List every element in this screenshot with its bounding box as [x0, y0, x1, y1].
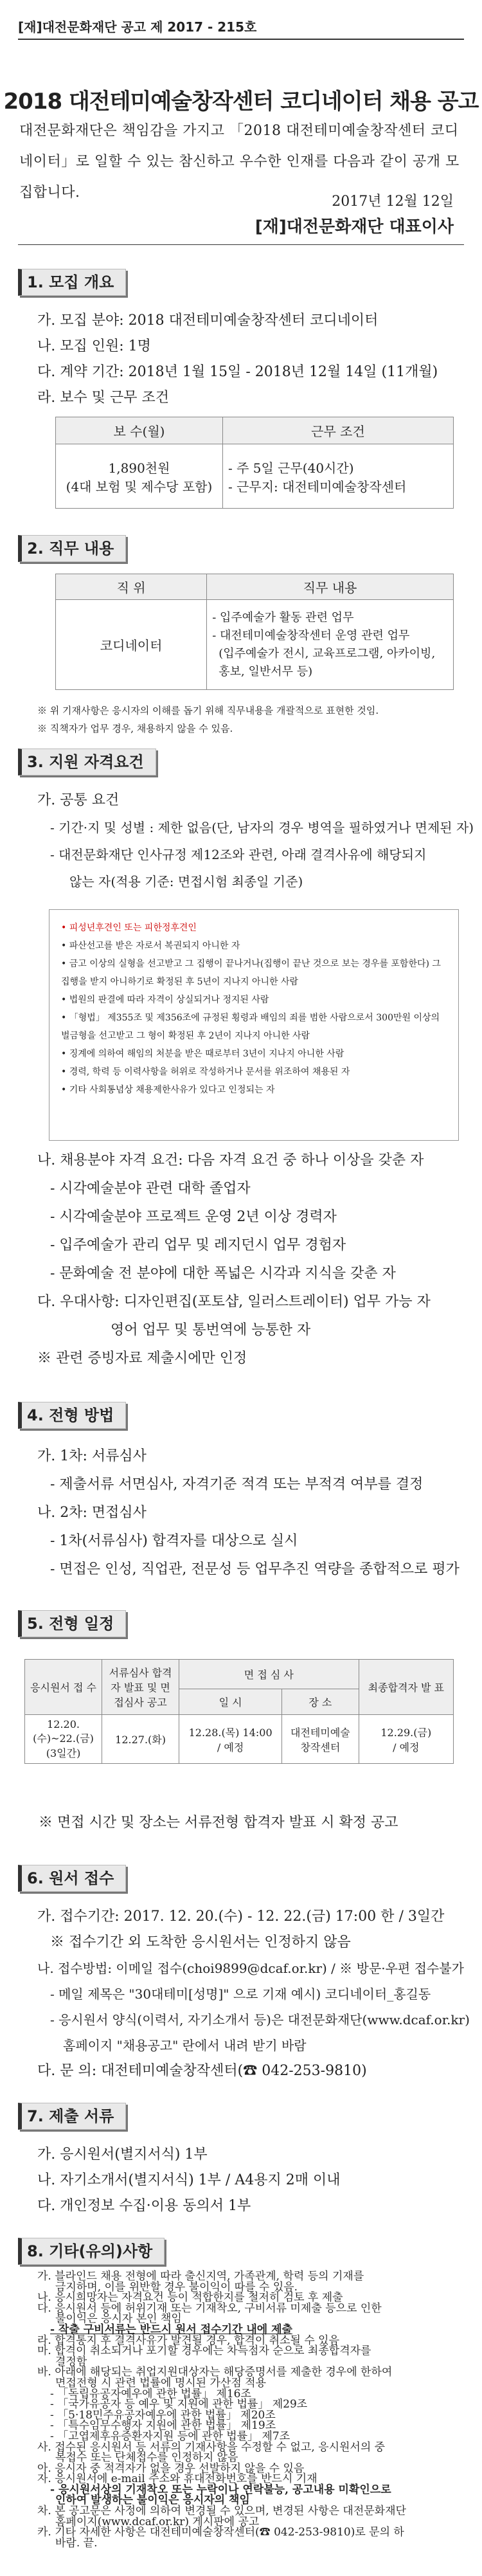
s4-item-b: 나. 2차: 면접심사: [37, 1505, 147, 1521]
pay-table: [55, 417, 454, 509]
sched-v4b: 창작센터: [300, 1741, 341, 1754]
disq-4: • 법원의 판결에 따라 자격이 상실되거나 정지된 사람: [61, 995, 269, 1005]
s5-note: ※ 면접 시간 및 장소는 서류전형 합격자 발표 시 확정 공고: [39, 1815, 398, 1831]
s6-b2: - 응시원서 양식(이력서, 자기소개서 등)은 대전문화재단(www.dcaf.or.kr): [50, 2012, 470, 2027]
sched-h3b: 장 소: [282, 1689, 359, 1715]
s8-line: 아. 응시자 중 적격자가 없을 경우 선발하지 않을 수 있음: [37, 2462, 305, 2475]
disq-7: • 경력, 학력 등 이력사항을 허위로 작성하거나 문서를 위조하여 채용된 자: [61, 1067, 350, 1077]
s8-line: - 「독립유공자예우에 관한 법률」 제16조: [50, 2387, 251, 2400]
s8-line: 가. 블라인드 채용 전형에 따라 출신지역, 가족관계, 학력 등의 기재를: [37, 2270, 364, 2283]
sched-h3: 면 접 심 사: [179, 1660, 359, 1689]
s8-line: 금지하며, 이를 위반할 경우 불이익이 따를 수 있음.: [55, 2280, 298, 2294]
s3-a3: 않는 자(적용 기준: 면접시험 최종일 기준): [69, 874, 303, 889]
s3-item-b: 나. 채용분야 자격 요건: 다음 자격 요건 중 하나 이상을 갖춘 자: [37, 1152, 424, 1168]
s4-b2: - 면접은 인성, 직업관, 전문성 등 업무추진 역량을 종합적으로 평가: [50, 1561, 460, 1577]
s6-a1: ※ 접수기간 외 도착한 응시원서는 인정하지 않음: [50, 1934, 351, 1950]
s6-item-a: 가. 접수기간: 2017. 12. 20.(수) - 12. 22.(금) 17:00 한 / 3일간: [37, 1909, 445, 1925]
s8-line: - 「고엽제후유증환자지원 등에 관한 법률」 제7조: [50, 2429, 290, 2443]
sched-v3a: 12.28.(목) 14:00: [188, 1726, 272, 1739]
s6-item-b: 나. 접수방법: 이메일 접수(choi9899@dcaf.or.kr) / ※ 방문·우편 접수불가: [37, 1961, 464, 1976]
s8-line: - 응시원서상의 기재착오 또는 누락이나 연락불능, 공고내용 미확인으로: [50, 2483, 391, 2496]
s3-c2: 영어 업무 및 통번역에 능통한 자: [111, 1322, 311, 1338]
s3-item-a: 가. 공통 요건: [37, 792, 120, 808]
sched-v5b: / 예정: [393, 1741, 420, 1754]
cond-2: - 근무지: 대전테미예술창작센터: [228, 478, 407, 494]
s7-item-c: 다. 개인정보 수집·이용 동의서 1부: [37, 2198, 251, 2214]
s6-b3: 홈페이지 "채용공고" 란에서 내려 받기 바람: [63, 2038, 307, 2053]
s3-a2: - 대전문화재단 인사규정 제12조와 관련, 아래 결격사유에 해당되지: [50, 847, 427, 862]
duty-4: 홍보, 일반서무 등): [219, 664, 313, 678]
s8-line: - 「5·18민주유공자예우에 관한 법률」 제20조: [50, 2408, 276, 2422]
sched-v2: 12.27.(화): [102, 1715, 179, 1764]
s8-line: - 작출 구비서류는 반드시 원서 접수기간 내에 제출: [50, 2323, 292, 2336]
organization-name: [재]대전문화재단 대표이사: [254, 217, 454, 237]
s8-line: 라. 합격통지 후 결격사유가 발견될 경우, 합격이 취소될 수 있음: [37, 2334, 339, 2347]
divider: [18, 244, 464, 245]
s8-line: 나. 응시희망자는 자격요건 등이 적합한지를 철저히 검토 후 제출: [37, 2291, 343, 2305]
duty-2: - 대전테미예술창작센터 운영 관련 업무: [212, 628, 410, 642]
sched-h2: 서류심사 합격자 발표 및 면접심사 공고: [102, 1660, 179, 1715]
intro-text: 대전문화재단은 책임감을 가지고 「2018 대전테미예술창작센터 코디네이터」로 일할 수 있는 참신하고 우수한 인재를 다음과 같이 공개 모집합니다.: [19, 123, 460, 201]
sched-v1b: (3일간): [46, 1747, 81, 1759]
s8-line: - 「특수임무수행자 지원에 관한 법률」 제19조: [50, 2419, 276, 2433]
disq-3: • 금고 이상의 실형을 선고받고 그 집행이 끝나거나(집행이 끝난 것으로 보는 경우를 포함한다) 그 집행을 받지 아니하기로 확정된 후 5년이 지나지 아니한 사람: [61, 959, 441, 987]
section-7-title: 7. 제출 서류: [18, 2103, 126, 2130]
s4-b1: - 1차(서류심사) 합격자를 대상으로 실시: [50, 1533, 298, 1549]
s8-line: 바람. 끝.: [55, 2536, 98, 2550]
disq-1: • 피성년후견인 또는 피한정후견인: [61, 923, 197, 933]
s8-line: 바. 아래에 해당되는 취업지원대상자는 해당증명서를 제출한 경우에 한하여: [37, 2366, 393, 2379]
section-8-title: 8. 기타(유의)사항: [18, 2238, 165, 2265]
s8-line: 마. 합격이 취소되거나 포기할 경우에는 차득점자 순으로 최종합격자를: [37, 2345, 371, 2358]
duty-table: [55, 574, 454, 690]
section-1-title: 1. 모집 개요: [18, 269, 126, 296]
s3-note: ※ 관련 증빙자료 제출시에만 인정: [37, 1350, 247, 1366]
s7-item-a: 가. 응시원서(별지서식) 1부: [37, 2146, 208, 2163]
role-value: 코디네이터: [56, 600, 207, 690]
s8-list: [37, 2271, 463, 2548]
notice-number: [재]대전문화재단 공고 제 2017 - 215호: [18, 19, 257, 35]
pay-header: 보 수(월): [56, 417, 223, 444]
s3-b3: - 입주예술가 관리 업무 및 레지던시 업무 경험자: [50, 1237, 346, 1253]
s4-a1: - 제출서류 서면심사, 자격기준 적격 또는 부적격 여부를 결정: [50, 1476, 424, 1492]
duty-3: (입주예술가 전시, 교육프로그램, 아카이빙,: [219, 646, 436, 660]
schedule-table: [24, 1659, 454, 1764]
role-header: 직 위: [56, 574, 207, 600]
pay-value: 1,890천원: [108, 460, 170, 476]
section-6-title: 6. 원서 접수: [18, 1865, 126, 1892]
duty-header: 직무 내용: [207, 574, 454, 600]
s8-line: 사. 접수된 응시원서 등 서류의 기재사항을 수정할 수 없고, 응시원서의 중: [37, 2440, 386, 2454]
s4-item-a: 가. 1차: 서류심사: [37, 1448, 147, 1464]
disq-6: • 징계에 의하여 해임의 처분을 받은 때로부터 3년이 지나지 아니한 사람: [61, 1049, 344, 1059]
s8-line: - 「국가유공자 등 예우 및 지원에 관한 법률」 제29조: [50, 2398, 308, 2411]
s3-b1: - 시각예술분야 관련 대학 졸업자: [50, 1181, 251, 1197]
disq-2: • 파산선고를 받은 자로서 복권되지 아니한 자: [61, 941, 240, 951]
s1-item-b: 나. 모집 인원: 1명: [37, 338, 151, 354]
sched-v5a: 12.29.(금): [380, 1726, 432, 1739]
sched-v4a: 대전테미예술: [290, 1726, 350, 1739]
s3-a1: - 기간·지 및 성별 : 제한 없음(단, 남자의 경우 병역을 필하였거나 면제된 자): [50, 820, 474, 835]
s8-line: 차. 본 공고문은 사정에 의하여 변경될 수 있으며, 변경된 사항은 대전문화재단: [37, 2505, 406, 2518]
cond-1: - 주 5일 근무(40시간): [228, 460, 354, 476]
s8-line: 불이익은 응시자 본인 책임: [55, 2312, 182, 2326]
s8-line: 카. 기타 자세한 사항은 대전테미예술창작센터(☎ 042-253-9810)로 문의 하: [37, 2526, 404, 2539]
s8-line: 다. 응시원서 등에 허위기재 또는 기재착오, 구비서류 미제출 등으로 인한: [37, 2301, 382, 2315]
s3-b2: - 시각예술분야 프로젝트 운영 2년 이상 경력자: [50, 1209, 337, 1225]
section-5-title: 5. 전형 일정: [18, 1610, 126, 1637]
pay-note: (4대 보험 및 제수당 포함): [66, 478, 213, 494]
section-3-title: 3. 지원 자격요건: [18, 748, 156, 776]
header-rule: [18, 39, 464, 40]
s6-item-c: 다. 문 의: 대전테미예술창작센터(☎ 042-253-9810): [37, 2063, 367, 2079]
s8-line: 인하여 발생하는 불이익은 응시자의 책임: [55, 2494, 250, 2507]
notice-date: 2017년 12월 12일: [332, 194, 454, 210]
s1-item-d: 라. 보수 및 근무 조건: [37, 390, 169, 406]
sched-v3b: / 예정: [217, 1741, 244, 1754]
s3-b4: - 문화예술 전 분야에 대한 폭넓은 시각과 지식을 갖춘 자: [50, 1265, 396, 1282]
disqualification-box: [49, 909, 459, 1141]
s8-line: 복접수 또는 단체접수를 인정하지 않음: [55, 2451, 238, 2465]
disq-5: • 「형법」 제355조 및 제356조에 규정된 횡령과 배임의 죄를 범한 사람으로서 300만원 이상의 벌금형을 선고받고 그 형이 확정된 후 2년이 지나지 아니한 사람: [61, 1013, 440, 1041]
disq-8: • 기타 사회통념상 채용제한사유가 있다고 인정되는 자: [61, 1085, 275, 1095]
s2-note-1: ※ 위 기재사항은 응시자의 이해를 돕기 위해 직무내용을 개괄적으로 표현한 것임.: [37, 705, 379, 716]
sched-v1a: 12.20.(수)~22.(금): [33, 1718, 94, 1745]
cond-header: 근무 조건: [222, 417, 453, 444]
s8-line: 면접전형 시 관련 법률에 명시된 가산점 적용: [55, 2376, 267, 2390]
sched-h3a: 일 시: [179, 1689, 282, 1715]
s8-line: 홈페이지(www.dcaf.or.kr) 게시판에 공고: [55, 2515, 260, 2528]
duty-1: - 입주예술가 활동 관련 업무: [212, 610, 354, 624]
section-2-title: 2. 직무 내용: [18, 535, 126, 562]
sched-h1: 응시원서 접 수: [25, 1660, 102, 1715]
s8-line: 결정함: [55, 2355, 87, 2368]
s7-item-b: 나. 자기소개서(별지서식) 1부 / A4용지 2매 이내: [37, 2172, 341, 2188]
s2-note-2: ※ 직책자가 업무 경우, 채용하지 않을 수 있음.: [37, 723, 233, 734]
s6-b1: - 메일 제목은 "30대테미[성명]" 으로 기재 예시) 코디네이터_홍길동: [50, 1986, 431, 2002]
s1-item-a: 가. 모집 분야: 2018 대전테미예술창작센터 코디네이터: [37, 313, 379, 329]
sched-h4: 최종합격자 발 표: [359, 1660, 453, 1715]
section-4-title: 4. 전형 방법: [18, 1402, 126, 1429]
page-title: 2018 대전테미예술창작센터 코디네이터 채용 공고: [3, 89, 479, 114]
s1-item-c: 다. 계약 기간: 2018년 1월 15일 - 2018년 12월 14일 (11개월): [37, 364, 438, 380]
s8-line: 자. 응시원서에 e-mail 주소와 휴대전화번호를 반드시 기재: [37, 2472, 317, 2486]
s3-item-c: 다. 우대사항: 디자인편집(포토샵, 일러스트레이터) 업무 가능 자: [37, 1294, 431, 1310]
